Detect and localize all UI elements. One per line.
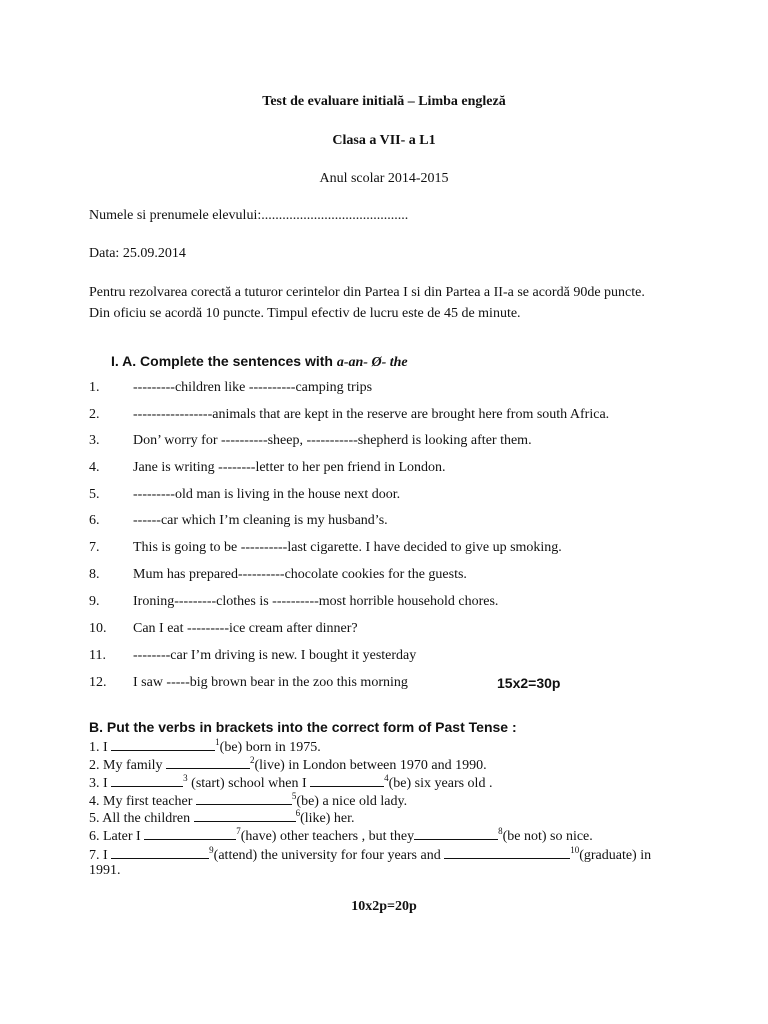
answer-blank xyxy=(194,808,296,822)
section-a-heading-text: I. A. Complete the sentences with xyxy=(111,353,337,369)
item-text: ---------old man is living in the house next door. xyxy=(133,487,401,502)
item-number: 8. xyxy=(89,567,100,582)
line-text: (graduate) in xyxy=(579,848,652,863)
item-text: Ironing---------clothes is ----------most horrible household chores. xyxy=(133,594,499,609)
blank-number: 7 xyxy=(236,826,241,836)
student-name-field: Numele si prenumele elevului:.......................................... xyxy=(89,208,409,223)
item-number: 7. xyxy=(89,540,100,555)
blank-number: 8 xyxy=(498,826,503,836)
section-b-heading: B. Put the verbs in brackets into the correct form of Past Tense : xyxy=(89,719,517,735)
item-number: 12. xyxy=(89,675,107,690)
section-a-articles: a-an- Ø- the xyxy=(336,355,408,370)
school-year: Anul scolar 2014-2015 xyxy=(319,171,449,186)
line-text: (be) born in 1975. xyxy=(219,740,321,755)
item-number: 3. xyxy=(89,433,100,448)
answer-blank xyxy=(111,773,183,787)
exercise-b-line-7-continued: 1991. xyxy=(89,863,121,878)
section-a-heading xyxy=(111,353,408,371)
exercise-b-line-6 xyxy=(89,826,593,845)
line-text: 4. My first teacher xyxy=(89,794,196,809)
item-number: 4. xyxy=(89,460,100,475)
item-text: This is going to be ----------last cigarette. I have decided to give up smoking. xyxy=(133,540,562,555)
item-text: Can I eat ---------ice cream after dinner? xyxy=(133,621,358,636)
line-text: (attend) the university for four years and xyxy=(213,848,445,863)
section-b-score: 10x2p=20p xyxy=(351,899,417,914)
item-number: 1. xyxy=(89,380,100,395)
exercise-b-line-7 xyxy=(89,845,651,864)
line-text: 5. All the children xyxy=(89,811,194,826)
answer-blank xyxy=(144,826,236,840)
line-text: (live) in London between 1970 and 1990. xyxy=(254,758,487,773)
blank-number: 3 xyxy=(183,773,188,783)
item-number: 10. xyxy=(89,621,107,636)
item-text: I saw -----big brown bear in the zoo this morning xyxy=(133,675,408,690)
answer-blank xyxy=(310,773,384,787)
blank-number: 1 xyxy=(215,737,220,747)
item-number: 5. xyxy=(89,487,100,502)
item-text: --------car I’m driving is new. I bought it yesterday xyxy=(133,648,417,663)
line-text: 2. My family xyxy=(89,758,166,773)
item-number: 11. xyxy=(89,648,106,663)
item-number: 9. xyxy=(89,594,100,609)
answer-blank xyxy=(111,845,209,859)
item-number: 6. xyxy=(89,513,100,528)
blank-number: 9 xyxy=(209,845,214,855)
item-number: 2. xyxy=(89,407,100,422)
line-text: (be) six years old . xyxy=(388,776,493,791)
line-text: 1. I xyxy=(89,740,112,755)
test-date: Data: 25.09.2014 xyxy=(89,246,186,261)
line-text: (start) school when I xyxy=(187,776,311,791)
exercise-b-line-5 xyxy=(89,808,355,827)
item-text: Jane is writing --------letter to her pen friend in London. xyxy=(133,460,446,475)
class-label: Clasa a VII- a L1 xyxy=(332,133,436,148)
exercise-b-line-1 xyxy=(89,737,321,756)
item-text: -----------------animals that are kept in the reserve are brought here from south Africa. xyxy=(133,407,610,422)
section-a-score: 15x2=30p xyxy=(497,675,561,691)
line-text: 3. I xyxy=(89,776,112,791)
blank-number: 2 xyxy=(250,755,255,765)
test-title: Test de evaluare initială – Limba engleză xyxy=(262,94,506,109)
item-text: ------car which I’m cleaning is my husband’s. xyxy=(133,513,388,528)
answer-blank xyxy=(196,791,292,805)
answer-blank xyxy=(166,755,250,769)
line-text: (be) a nice old lady. xyxy=(296,794,408,809)
exercise-b-line-3 xyxy=(89,773,492,792)
line-text: (like) her. xyxy=(300,811,355,826)
answer-blank xyxy=(444,845,570,859)
item-text: Don’ worry for ----------sheep, -----------shepherd is looking after them. xyxy=(133,433,532,448)
blank-number: 4 xyxy=(384,773,389,783)
blank-number: 5 xyxy=(291,791,297,801)
line-text: 7. I xyxy=(89,848,112,863)
line-text: (have) other teachers , but they xyxy=(240,829,415,844)
blank-number: 10 xyxy=(570,845,580,855)
answer-blank xyxy=(414,826,498,840)
exercise-b-line-2 xyxy=(89,755,487,774)
line-text: (be not) so nice. xyxy=(502,829,593,844)
item-text: ---------children like ----------camping trips xyxy=(133,380,373,395)
instructions: Pentru rezolvarea corectă a tuturor cerintelor din Partea I si din Partea a II-a se acordă 90de puncte. Din oficiu se acordă 10 puncte. Timpul efectiv de lucru este de 45 de minute. xyxy=(89,285,645,321)
blank-number: 6 xyxy=(295,808,301,818)
line-text: 6. Later I xyxy=(89,829,145,844)
item-text: Mum has prepared----------chocolate cookies for the guests. xyxy=(133,567,467,582)
answer-blank xyxy=(111,737,215,751)
